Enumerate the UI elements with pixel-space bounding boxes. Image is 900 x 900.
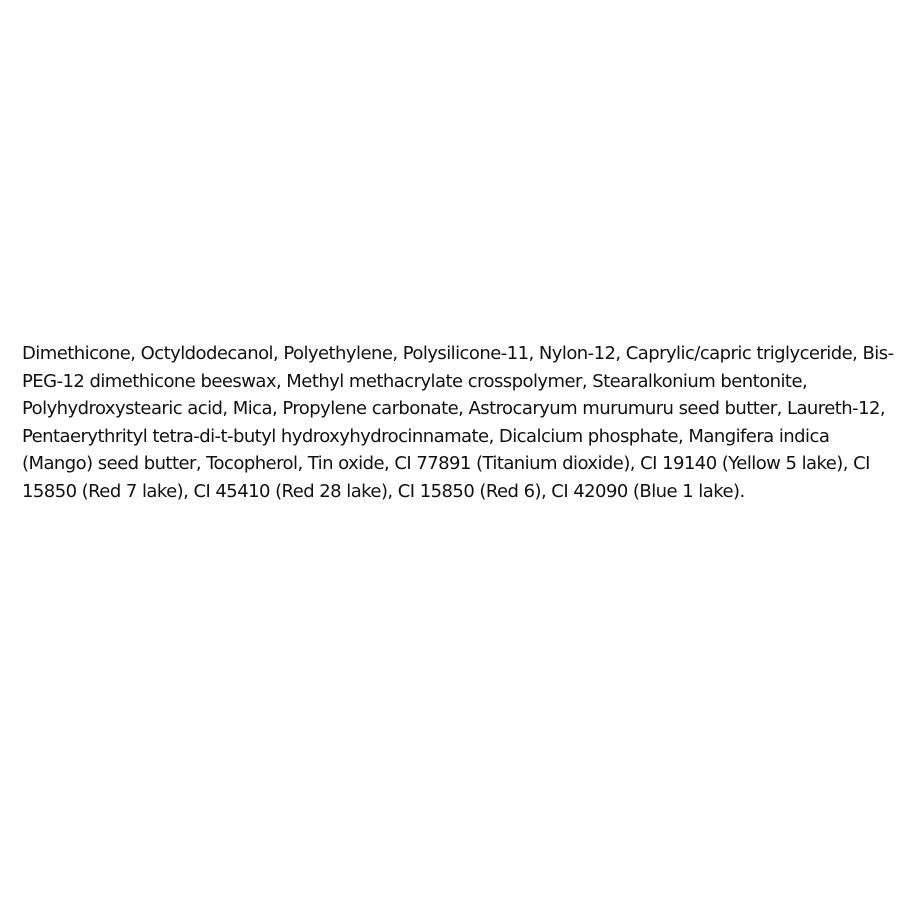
ingredients-list-text: Dimethicone, Octyldodecanol, Polyethylene, Polysilicone-11, Nylon-12, Caprylic/capric triglyceride, Bis-PEG-12 dimethicone beeswax, Methyl methacrylate crosspolymer, Stearalkonium bentonite, Polyhydroxystearic acid, Mica, Propylene carbonate, Astrocaryum murumuru seed butter, Laureth-12, Pentaerythrityl tetra-di-t-butyl hydroxyhydrocinnamate, Dicalcium phosphate, Mangifera indica (Mango) seed butter, Tocopherol, Tin oxide, CI 77891 (Titanium dioxide), CI 19140 (Yellow 5 lake), CI 15850 (Red 7 lake), CI 45410 (Red 28 lake), CI 15850 (Red 6), CI 42090 (Blue 1 lake).	[22, 343, 894, 502]
